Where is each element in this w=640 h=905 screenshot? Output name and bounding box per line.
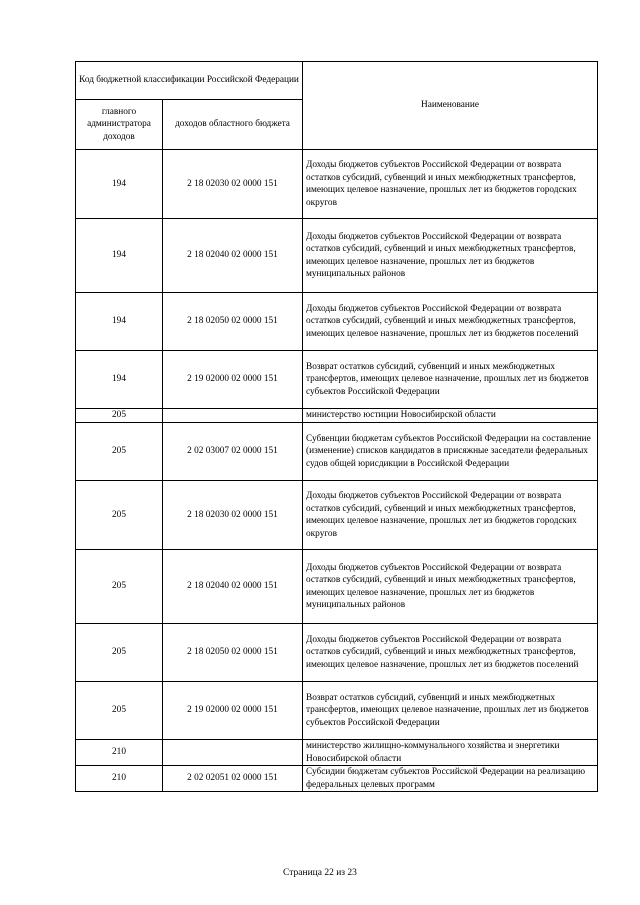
cell-admin-code: 194 (76, 351, 163, 409)
cell-budget-code: 2 18 02050 02 0000 151 (163, 293, 303, 351)
table-row (76, 624, 598, 682)
table-row (76, 481, 598, 550)
cell-name: Возврат остатков субсидий, субвенций и иных межбюджетных трансфертов, имеющих целевое назначение, прошлых лет из бюджетов субъектов Российской Федерации (303, 682, 598, 740)
table-row (76, 682, 598, 740)
cell-budget-code: 2 02 02051 02 0000 151 (163, 766, 303, 792)
cell-name: министерство жилищно-коммунального хозяйства и энергетики Новосибирской области (303, 740, 598, 766)
header-col-admin: главного администратора доходов (76, 100, 163, 150)
table-row (76, 351, 598, 409)
cell-admin-code: 194 (76, 219, 163, 293)
cell-admin-code: 205 (76, 550, 163, 624)
header-col-code: доходов областного бюджета (163, 100, 303, 150)
table-row (76, 423, 598, 481)
cell-admin-code: 194 (76, 293, 163, 351)
cell-name: Доходы бюджетов субъектов Российской Федерации от возврата остатков субсидий, субвенций и иных межбюджетных трансфертов, имеющих целевое назначение, прошлых лет из бюджетов городских округов (303, 150, 598, 219)
header-col-name: Наименование (303, 62, 598, 150)
cell-name: Доходы бюджетов субъектов Российской Федерации от возврата остатков субсидий, субвенций и иных межбюджетных трансфертов, имеющих целевое назначение, прошлых лет из бюджетов поселений (303, 624, 598, 682)
cell-budget-code (163, 740, 303, 766)
cell-budget-code (163, 409, 303, 423)
cell-admin-code: 205 (76, 409, 163, 423)
cell-admin-code: 194 (76, 150, 163, 219)
cell-admin-code: 205 (76, 682, 163, 740)
cell-name: Доходы бюджетов субъектов Российской Федерации от возврата остатков субсидий, субвенций и иных межбюджетных трансфертов, имеющих целевое назначение, прошлых лет из бюджетов поселений (303, 293, 598, 351)
cell-name: Субвенции бюджетам субъектов Российской Федерации на составление (изменение) списков кандидатов в присяжные заседатели федеральных судов общей юрисдикции в Российской Федерации (303, 423, 598, 481)
cell-admin-code: 205 (76, 423, 163, 481)
cell-admin-code: 210 (76, 766, 163, 792)
cell-name: Возврат остатков субсидий, субвенций и иных межбюджетных трансфертов, имеющих целевое назначение, прошлых лет из бюджетов субъектов Российской Федерации (303, 351, 598, 409)
cell-budget-code: 2 18 02030 02 0000 151 (163, 150, 303, 219)
cell-name: Доходы бюджетов субъектов Российской Федерации от возврата остатков субсидий, субвенций и иных межбюджетных трансфертов, имеющих целевое назначение, прошлых лет из бюджетов муниципальных районов (303, 219, 598, 293)
page-footer: Страница 22 из 23 (283, 868, 357, 878)
table-row (76, 150, 598, 219)
header-group-label: Код бюджетной классификации Российской Федерации (76, 62, 303, 100)
cell-budget-code: 2 18 02040 02 0000 151 (163, 550, 303, 624)
cell-name: Субсидии бюджетам субъектов Российской Федерации на реализацию федеральных целевых программ (303, 766, 598, 792)
cell-admin-code: 205 (76, 624, 163, 682)
cell-budget-code: 2 18 02050 02 0000 151 (163, 624, 303, 682)
cell-name: Доходы бюджетов субъектов Российской Федерации от возврата остатков субсидий, субвенций и иных межбюджетных трансфертов, имеющих целевое назначение, прошлых лет из бюджетов городских округов (303, 481, 598, 550)
table-row (76, 293, 598, 351)
cell-name: министерство юстиции Новосибирской области (303, 409, 598, 423)
table-body (76, 150, 598, 792)
cell-admin-code: 205 (76, 481, 163, 550)
table-row (76, 409, 598, 423)
table-row (76, 766, 598, 792)
cell-name: Доходы бюджетов субъектов Российской Федерации от возврата остатков субсидий, субвенций и иных межбюджетных трансфертов, имеющих целевое назначение, прошлых лет из бюджетов муниципальных районов (303, 550, 598, 624)
cell-budget-code: 2 18 02040 02 0000 151 (163, 219, 303, 293)
table-row (76, 740, 598, 766)
cell-budget-code: 2 19 02000 02 0000 151 (163, 682, 303, 740)
budget-classification-table (75, 61, 598, 792)
cell-budget-code: 2 18 02030 02 0000 151 (163, 481, 303, 550)
table-row (76, 550, 598, 624)
cell-budget-code: 2 02 03007 02 0000 151 (163, 423, 303, 481)
cell-budget-code: 2 19 02000 02 0000 151 (163, 351, 303, 409)
table-row (76, 219, 598, 293)
cell-admin-code: 210 (76, 740, 163, 766)
